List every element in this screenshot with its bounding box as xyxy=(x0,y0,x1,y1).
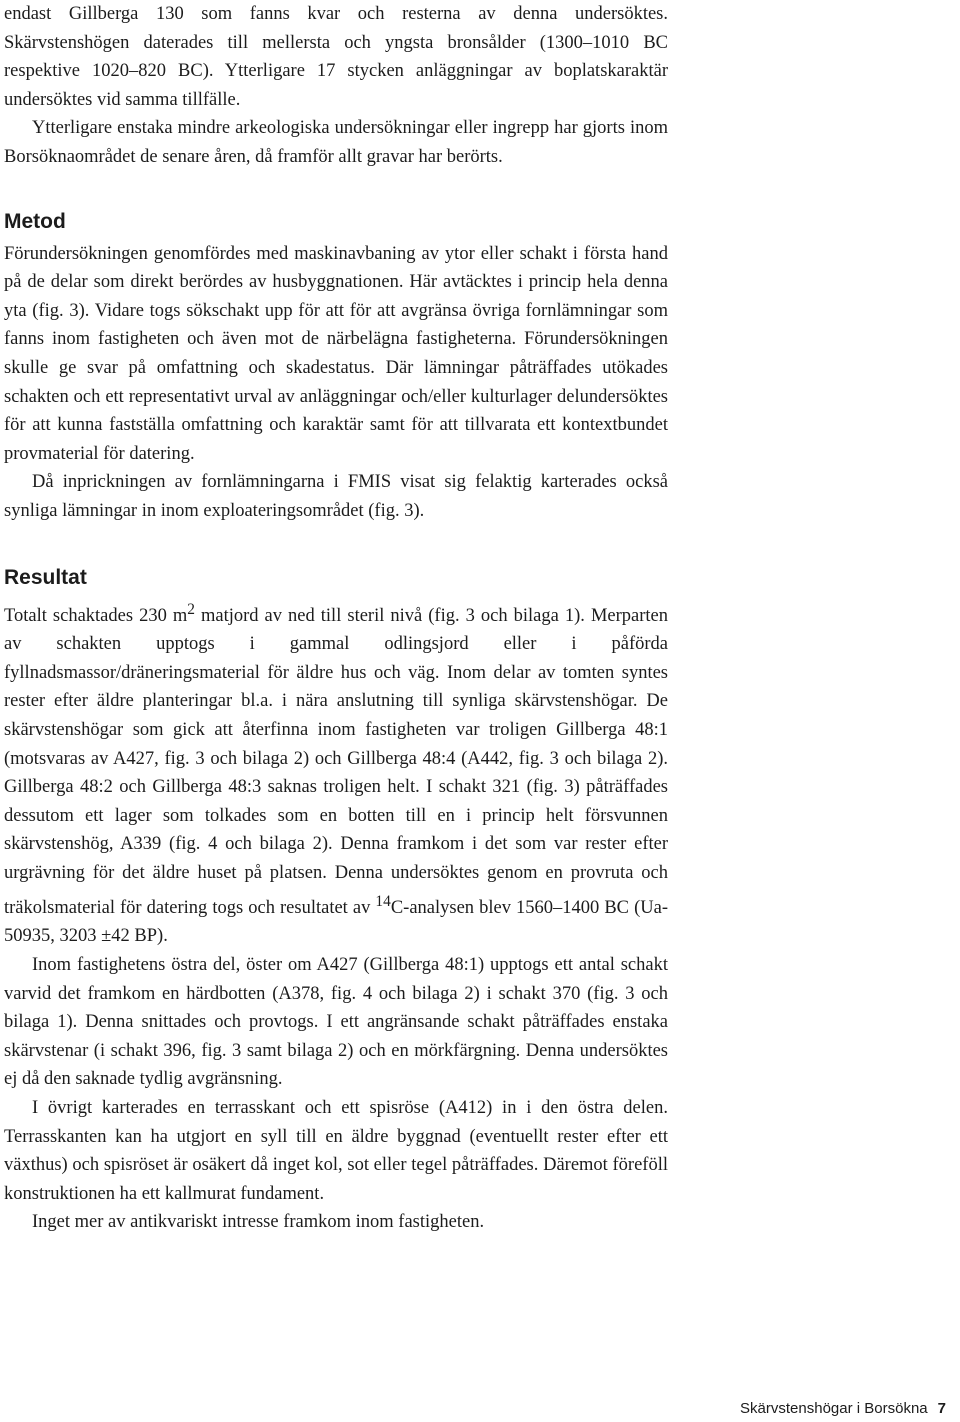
resultat-paragraph-1 xyxy=(4,596,668,951)
resultat-paragraph-3: I övrigt karterades en terrasskant och ett spisröse (A412) in i den östra delen. Terrasskanten kan ha utgjort en syll till en äldre byggnad (eventuellt rester efter ett växthus) och spisröset är osäkert då inget kol, sot eller tegel påträffades. Däremot föreföll konstruktionen ha ett kallmurat fundament. xyxy=(4,1097,668,1204)
resultat-text-b: matjord av ned till steril nivå (fig. 3 och bilaga 1). Merparten av schakten upptogs i gammal odlingsjord eller i påförda fyllnadsmassor/dräneringsmaterial för äldre hus och väg. Inom delar av tomten syntes rester efter äldre planteringar bl.a. i nära anslutning till synliga skärvstenshögar. De skärvstenshögar som gick att återfinna inom fastigheten var troligen Gillberga 48:1 (motsvaras av A427, fig. 3 och bilaga 2) och Gillberga 48:4 (A442, fig. 3 och bilaga 2). Gillberga 48:2 och Gillberga 48:3 saknas troligen helt. I schakt 321 (fig. 3) påträffades dessutom ett lager som tolkades som en botten till en i princip helt försvunnen skärvstenshög, A339 (fig. 4 och bilaga 2). Denna framkom i det som var rester efter urgrävning för det äldre huset på platsen. Denna undersöktes genom en provruta och träkolsmaterial för datering togs och resultatet av xyxy=(4,605,668,918)
intro-paragraph-2: Ytterligare enstaka mindre arkeologiska undersökningar eller ingrepp har gjorts inom Borsöknaområdet de senare åren, då framför allt gravar har berörts. xyxy=(4,118,668,167)
resultat-heading: Resultat xyxy=(4,565,87,589)
resultat-text-a: Totalt schaktades 230 m xyxy=(4,605,188,626)
metod-heading: Metod xyxy=(4,209,66,233)
metod-paragraph-1: Förundersökningen genomfördes med maskinavbaning av ytor eller schakt i första hand på de delar som direkt berördes av husbyggnationen. Här avtäcktes i princip hela denna yta (fig. 3). Vidare togs sökschakt upp för att för att avgränsa övriga fornlämningar som fanns inom fastigheten och även mot de närbelägna fastigheterna. Förundersökningen skulle ge svar på omfattning och skadestatus. Där lämningar påträffades utökades schakten och ett representativt urval av anläggningar och/eller kulturlager delundersöktes för att kunna fastställa omfattning och karaktär samt för att tillvarata ett kontextbundet provmaterial för datering. xyxy=(4,243,668,464)
square-meter-superscript: 2 xyxy=(187,600,195,618)
resultat-paragraph-2: Inom fastighetens östra del, öster om A427 (Gillberga 48:1) upptogs ett antal schakt varvid det framkom en härdbotten (A378, fig. 4 och bilaga 2) i schakt 370 (fig. 3 och bilaga 1). Denna snittades och provtogs. I ett angränsande schakt påträffades enstaka skärvstenar (i schakt 396, fig. 3 samt bilaga 2) och en mörkfärgning. Denna undersöktes ej då den saknade tydlig avgränsning. xyxy=(4,954,668,1090)
resultat-paragraph-4: Inget mer av antikvariskt intresse framkom inom fastigheten. xyxy=(32,1212,485,1233)
intro-paragraph-1: endast Gillberga 130 som fanns kvar och resterna av denna undersöktes. Skärvstenshögen daterades till mellersta och yngsta bronsålder (1300–1010 BC respektive 1020–820 BC). Ytterligare 17 stycken anläggningar av boplatskaraktär undersöktes vid samma tillfälle. xyxy=(4,4,668,110)
page-body xyxy=(4,0,668,1237)
metod-paragraph-2: Då inprickningen av fornlämningarna i FMIS visat sig felaktig karterades också synliga lämningar in inom exploateringsområdet (fig. 3). xyxy=(4,472,668,521)
running-title: Skärvstenshögar i Borsökna xyxy=(740,1400,928,1417)
resultat-text-c: C-analysen blev 1560–1400 BC (Ua-50935, 3203 ±42 BP). xyxy=(4,897,668,947)
carbon-14-superscript: 14 xyxy=(375,892,391,910)
page-footer xyxy=(740,1400,946,1418)
page-number: 7 xyxy=(937,1400,946,1417)
